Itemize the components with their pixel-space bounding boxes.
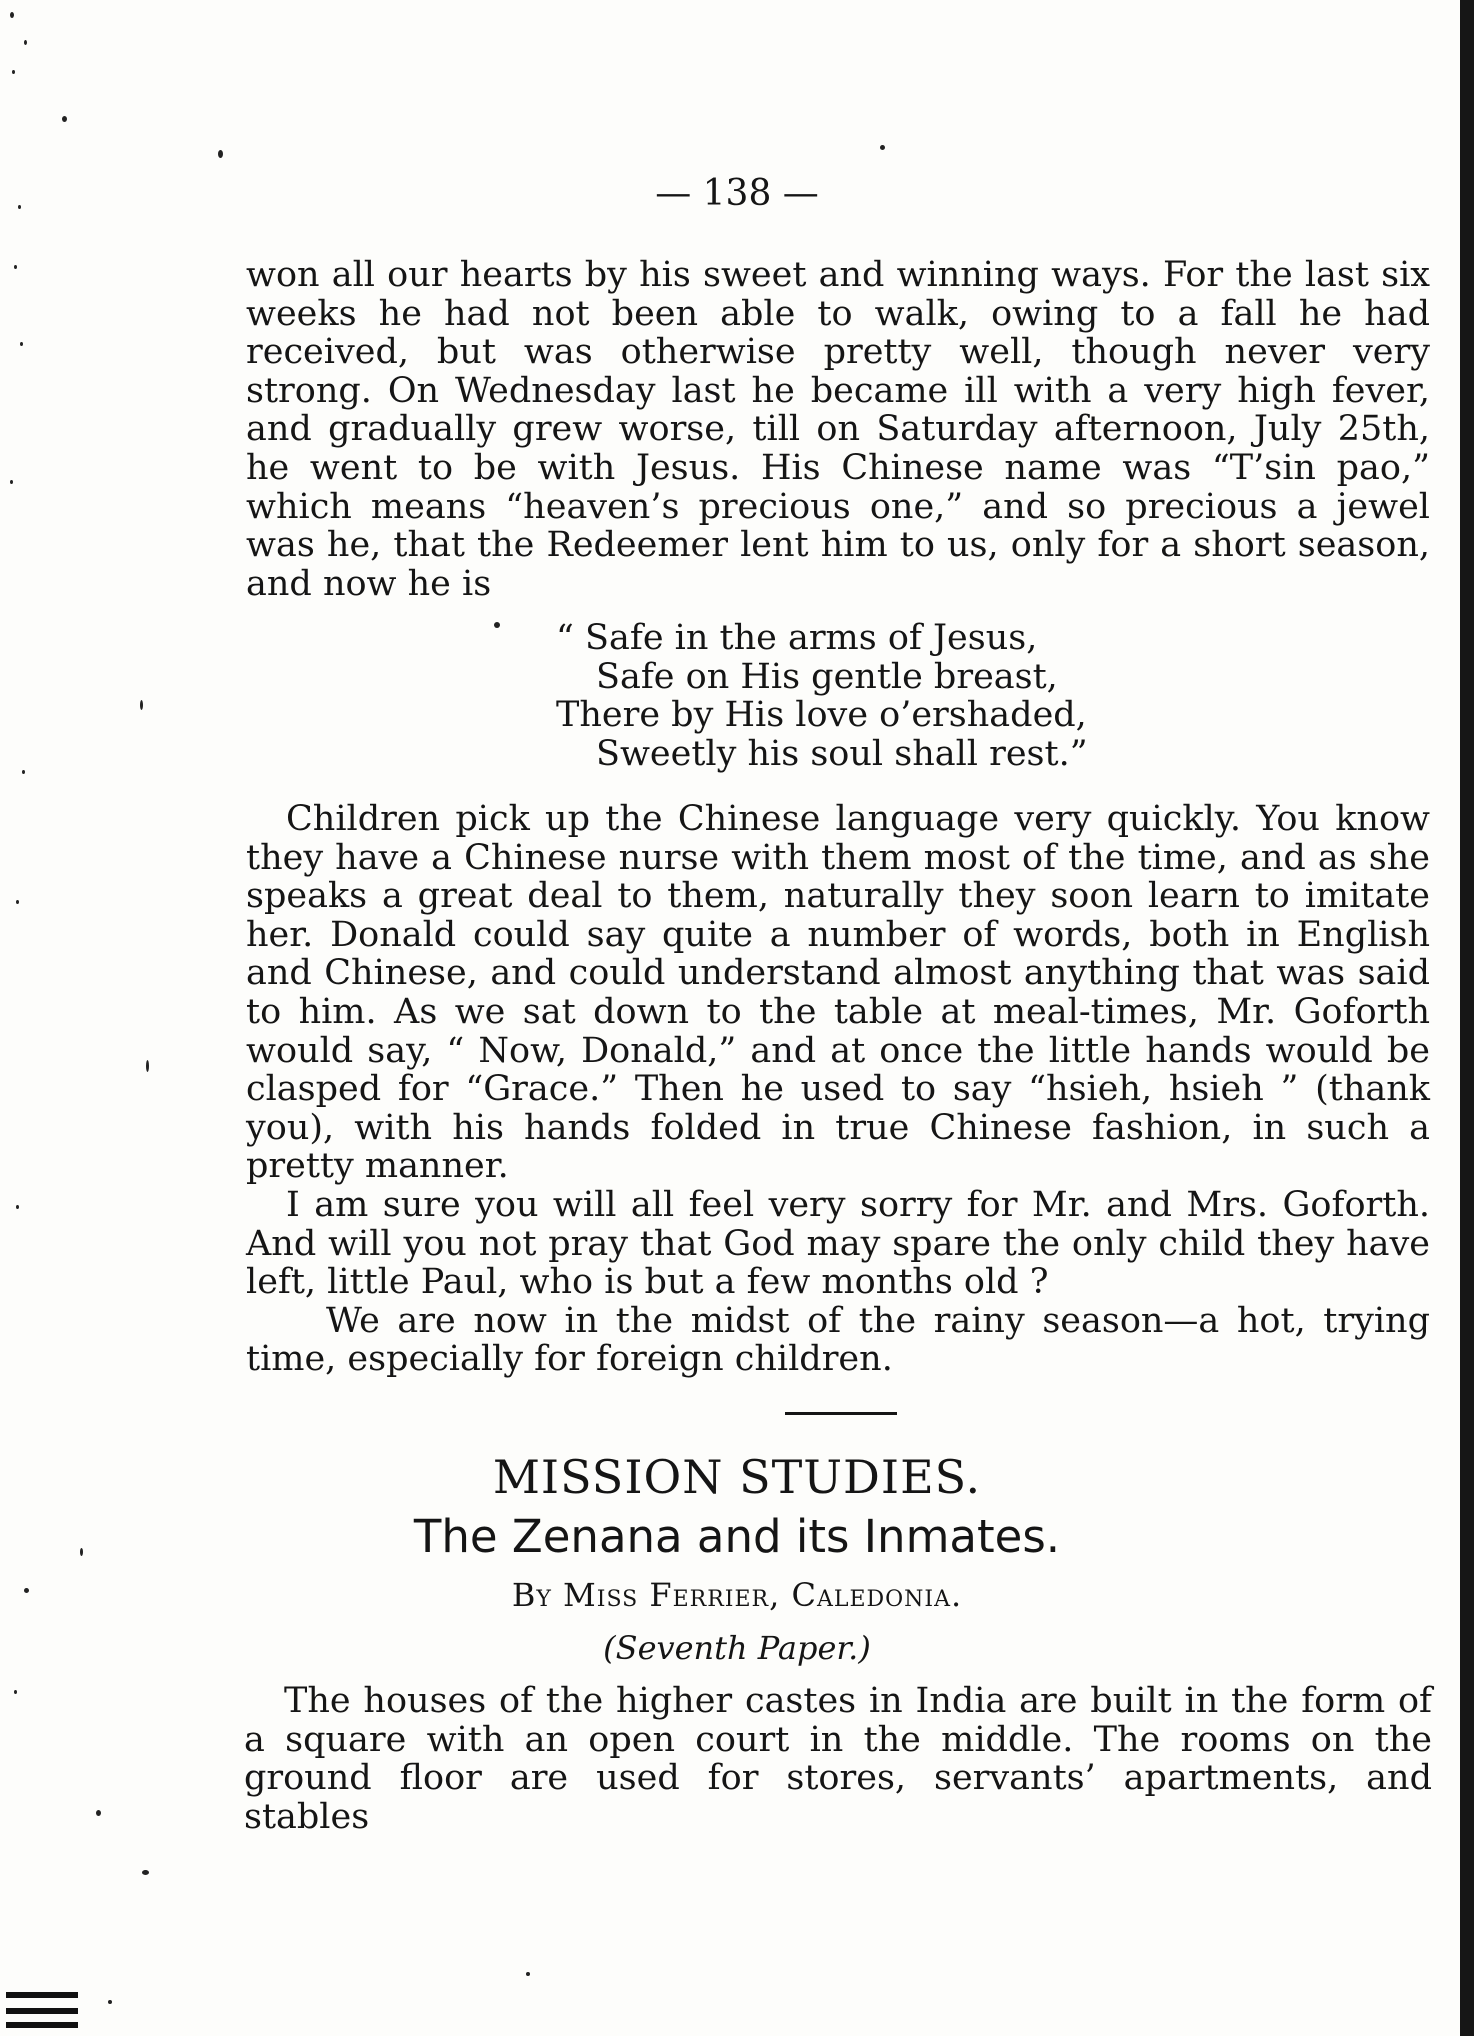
margin-speck [12,70,15,74]
margin-speck [10,480,13,484]
margin-speck [96,1810,101,1816]
margin-speck [526,1972,530,1976]
paragraph: Children pick up the Chinese language very quickly. You know they have a Chinese nurse with them most of the time, and as she speaks a great deal to them, naturally they soon learn to imitate her. Donald could say quite a number of words, both in English and Chinese, and could understand almost anything that was said to him. As we sat down to the table at meal-times, Mr. Goforth would say, “ Now, Donald,” and at once the little hands would be clasped for “Grace.” Then he used to say “hsieh, hsieh ” (thank you), with his hands folded in true Chinese fashion, in such a pretty manner. [246,799,1430,1187]
margin-speck [16,1205,19,1209]
margin-speck [16,900,19,904]
byline: By Miss Ferrier, Caledonia. [511,1576,963,1614]
poem-line: Safe on His gentle breast, [596,656,1058,697]
margin-speck [14,265,17,269]
body-text-bottom [244,1682,1432,1836]
paragraph: The houses of the higher castes in India are built in the form of a square with an open court in the middle. The rooms on the ground floor are used for stores, servants’ apartments, and stables [244,1681,1432,1837]
paragraph: We are now in the midst of the rainy season—a hot, trying time, especially for foreign children. [246,1300,1430,1380]
corner-rule [6,2008,78,2014]
margin-speck [22,770,25,774]
margin-speck [24,40,27,45]
paragraph: won all our hearts by his sweet and winning ways. For the last six weeks he had not been able to walk, owing to a fall he had received, but was otherwise pretty well, though never very strong. On Wednesday last he became ill with a very high fever, and gradually grew worse, till on Saturday afternoon, July 25th, he went to be with Jesus. His Chinese name was “T’sin pao,” which means “heaven’s precious one,” and so precious a jewel was he, that the Redeemer lent him to us, only for a short season, and now he is [246,255,1430,604]
margin-speck [14,1690,17,1694]
page-edge-shadow [1460,0,1474,2036]
margin-speck [146,1060,149,1072]
margin-speck [20,342,23,346]
margin-speck [218,150,223,158]
paper-note: (Seventh Paper.) [603,1629,871,1667]
margin-speck [10,12,14,18]
section-divider [785,1412,897,1415]
margin-speck [494,622,500,628]
article-title: The Zenana and its Inmates. [413,1510,1061,1563]
corner-rule [6,1992,78,1998]
page-number: — 138 — [655,173,819,214]
paragraph: I am sure you will all feel very sorry for Mr. and Mrs. Goforth. And will you not pray that God may spare the only child they have left, little Paul, who is but a few months old ? [246,1184,1430,1303]
body-text-top [246,256,1430,603]
margin-speck [880,145,885,150]
margin-speck [142,1870,149,1875]
corner-rule [6,2022,78,2028]
margin-speck [62,116,67,122]
margin-speck [108,2000,112,2004]
poem-line: Sweetly his soul shall rest.” [596,733,1088,774]
body-text-middle [246,800,1430,1379]
section-title: MISSION STUDIES. [492,1450,982,1504]
poem-quote [556,619,1088,773]
poem-line: There by His love o’ershaded, [556,695,1087,736]
margin-speck [140,700,143,710]
poem-line: “ Safe in the arms of Jesus, [556,618,1038,658]
